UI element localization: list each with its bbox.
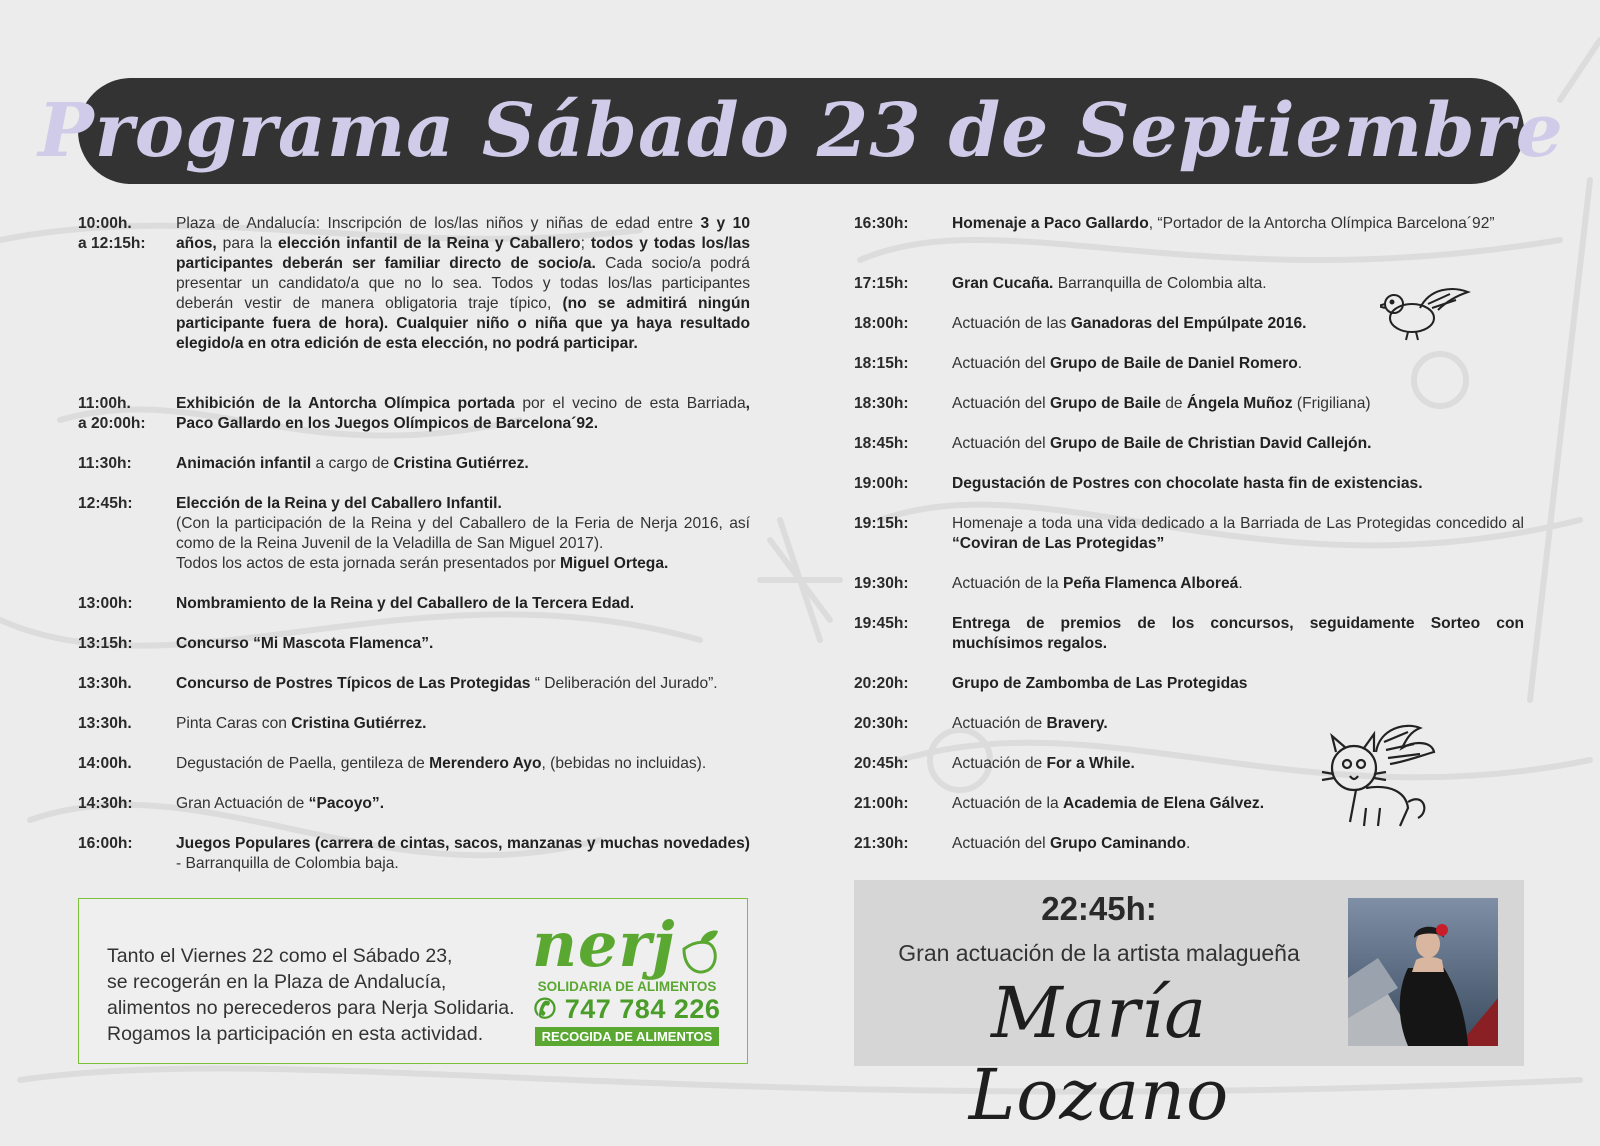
schedule-entry [854, 354, 1524, 374]
description-line [952, 474, 1524, 494]
text: (Frigiliana) [1292, 395, 1371, 412]
entry-description [176, 754, 750, 774]
entry-description [952, 674, 1524, 694]
bold-text: For a While. [1046, 755, 1135, 772]
text: “ Deliberación del Jurado”. [530, 675, 718, 692]
entry-time: 19:00h: [854, 475, 909, 492]
description-line [176, 514, 750, 554]
entry-time: 21:30h: [854, 835, 909, 852]
entry-time: 16:00h: [78, 835, 133, 852]
entry-description [952, 834, 1524, 854]
text: Actuación del [952, 395, 1050, 412]
text: Actuación del [952, 355, 1050, 372]
schedule-entry [78, 454, 750, 474]
description-line [952, 674, 1524, 694]
entry-description [952, 574, 1524, 594]
description-line [952, 754, 1524, 774]
bold-text: Exhibición de la Antorcha Olímpica portada [176, 395, 515, 412]
description-line [176, 594, 750, 614]
text: por el vecino de esta Barriada [514, 395, 746, 412]
bold-text: Concurso de Postres Típicos de Las Protegidas [176, 675, 531, 692]
bold-text: 3 y 10 años, [176, 215, 751, 252]
text: Barranquilla de Colombia alta. [1053, 275, 1267, 292]
entry-time: 13:30h. [78, 675, 132, 692]
text: Degustación de Paella, gentileza de [176, 755, 430, 772]
bold-text: Elección de la Reina y del Caballero Infantil. [176, 495, 502, 512]
entry-time: 13:30h. [78, 715, 132, 732]
bold-text: Cristina Gutiérrez. [393, 455, 529, 472]
description-line [952, 714, 1524, 734]
bold-text: Bravery. [1046, 715, 1108, 732]
bird-drawing-icon [1380, 282, 1472, 342]
entry-description [952, 794, 1524, 814]
bold-text: , Paco Gallardo en los Juegos Olímpicos de Barcelona´92. [176, 395, 750, 432]
bold-text: Cristina Gutiérrez. [291, 715, 427, 732]
schedule-entry [78, 394, 750, 434]
schedule-entry [78, 594, 750, 614]
text: - Barranquilla de Colombia baja. [176, 855, 399, 872]
text: . [1238, 575, 1243, 592]
schedule-entry [854, 674, 1524, 694]
text: ; [580, 235, 591, 252]
text: Homenaje a toda una vida dedicado a la Barriada de Las Protegidas concedido al [952, 515, 1524, 532]
donation-text [107, 943, 527, 1047]
schedule-entry [854, 474, 1524, 494]
entry-description [952, 354, 1524, 374]
schedule-entry [78, 834, 750, 874]
schedule-entry [854, 834, 1524, 854]
entry-description [952, 754, 1524, 774]
bold-text: “Pacoyo”. [308, 795, 385, 812]
entry-time: 20:20h: [854, 675, 909, 692]
nerja-solidaria-logo [527, 908, 727, 1053]
entry-time: 18:00h: [854, 315, 909, 332]
bold-text: Gran Cucaña. [952, 275, 1054, 292]
text: a cargo de [311, 455, 394, 472]
entry-time: 19:15h: [854, 515, 909, 532]
bold-text: Grupo de Baile [1049, 395, 1161, 412]
bold-text: todos y todas los/las participantes deberán ser familiar directo de socio/a. [176, 235, 750, 272]
entry-description [176, 634, 750, 654]
food-donation-box [78, 898, 748, 1064]
bold-text: Merendero Ayo [429, 755, 542, 772]
bold-text: Animación infantil [176, 455, 312, 472]
bold-text: Grupo de Baile de Christian David Callejón. [1049, 435, 1372, 452]
entry-time: 13:00h: [78, 595, 133, 612]
headline-performance-box [854, 880, 1524, 1136]
entry-time: 16:30h: [854, 215, 909, 232]
text: Actuación del [952, 835, 1050, 852]
description-line [952, 394, 1524, 414]
text: de [1160, 395, 1187, 412]
description-line [952, 434, 1524, 454]
description-line [952, 354, 1524, 374]
entry-description [176, 594, 750, 614]
schedule-entry [854, 574, 1524, 594]
schedule-entry [78, 214, 750, 354]
entry-time: 19:30h: [854, 575, 909, 592]
text: para la [216, 235, 278, 252]
description-line [176, 794, 750, 814]
schedule-entry [854, 394, 1524, 414]
entry-time: 18:45h: [854, 435, 909, 452]
bold-text: Peña Flamenca Alboreá [1062, 575, 1239, 592]
text: Gran Actuación de [176, 795, 309, 812]
entry-time: 19:45h: [854, 615, 909, 632]
bold-text: Homenaje a Paco Gallardo [952, 215, 1149, 232]
schedule-entry [854, 614, 1524, 654]
schedule-entry [854, 434, 1524, 454]
entry-description [176, 494, 750, 574]
entry-time: 12:45h: [78, 495, 133, 512]
headline-subtitle: Gran actuación de la artista malagueña [898, 940, 1300, 966]
entry-description [176, 214, 750, 354]
entry-description [952, 514, 1524, 554]
text: , “Portador de la Antorcha Olímpica Barcelona´92” [1148, 215, 1495, 232]
apple-leaf-icon [676, 927, 722, 977]
donation-line: Rogamos la participación en esta actividad. [107, 1023, 484, 1045]
bold-text: “Coviran de Las Protegidas” [952, 535, 1165, 552]
schedule-entry [78, 754, 750, 774]
bold-text: Grupo de Baile de Daniel Romero [1049, 355, 1298, 372]
schedule-entry [78, 634, 750, 654]
text: Actuación de las [952, 315, 1071, 332]
bold-text: Ganadoras del Empúlpate 2016. [1070, 315, 1307, 332]
text: . [1185, 835, 1191, 852]
description-line [952, 614, 1524, 654]
entry-time: 17:15h: [854, 275, 909, 292]
bold-text: Miguel Ortega. [560, 555, 669, 572]
description-line [952, 834, 1524, 854]
text: Actuación de la [952, 795, 1063, 812]
description-line [952, 794, 1524, 814]
bold-text: Ángela Muñoz [1186, 395, 1293, 412]
entry-description [952, 474, 1524, 494]
description-line [176, 494, 750, 514]
description-line [176, 554, 750, 574]
text: Plaza de Andalucía: Inscripción de los/las niños y niñas de edad entre [176, 215, 701, 232]
entry-description [176, 454, 750, 474]
schedule-entry [78, 494, 750, 574]
description-line [952, 214, 1524, 234]
entry-description [176, 794, 750, 814]
description-line [952, 514, 1524, 554]
text: Actuación de [952, 715, 1047, 732]
entry-description [176, 674, 750, 694]
cat-drawing-icon [1320, 722, 1436, 834]
entry-time: 11:00h. a 20:00h: [78, 395, 146, 432]
description-line [176, 454, 750, 474]
entry-time: 10:00h. a 12:15h: [78, 215, 146, 252]
logo-subtitle: SOLIDARIA DE ALIMENTOS [537, 979, 717, 994]
donation-line: se recogerán en la Plaza de Andalucía, [107, 971, 447, 993]
bold-text: Grupo de Zambomba de Las Protegidas [952, 675, 1248, 692]
bold-text: (no se admitirá ningún participante fuera de hora). Cualquier niño o niña que ya haya resultado elegido/a en otra edición de esta elección, no podrá participar. [176, 295, 751, 352]
artist-photo [1348, 898, 1498, 1046]
text: Todos los actos de esta jornada serán presentados por [176, 555, 561, 572]
logo-phone: ✆ 747 784 226 [533, 994, 721, 1024]
bold-text: Nombramiento de la Reina y del Caballero de la Tercera Edad. [176, 595, 635, 612]
entry-description [952, 214, 1524, 234]
entry-description [176, 394, 750, 434]
logo-word: nerj [531, 908, 676, 981]
text: Cada socio/a podrá presentar un candidato/a que no lo sea. Todos y todas los/las participantes deberán vestir de manera obligatoria traje típico, [176, 255, 750, 312]
entry-time: 20:45h: [854, 755, 909, 772]
description-line [952, 574, 1524, 594]
headline-time: 22:45h: [1041, 890, 1157, 927]
bold-text: Degustación de Postres con chocolate hasta fin de existencias. [952, 475, 1423, 492]
bold-text: Concurso “Mi Mascota Flamenca”. [176, 635, 434, 652]
text: , (bebidas no incluidas). [541, 755, 707, 772]
schedule-entry [854, 514, 1524, 554]
text: Pinta Caras con [176, 715, 292, 732]
description-line [176, 394, 750, 434]
description-line [176, 834, 750, 874]
bold-text: Juegos Populares (carrera de cintas, sacos, manzanas y muchas novedades) [176, 835, 750, 852]
entry-description [952, 434, 1524, 454]
description-line [176, 634, 750, 654]
text: Actuación de [952, 755, 1047, 772]
entry-time: 14:00h. [78, 755, 132, 772]
bold-text: Academia de Elena Gálvez. [1062, 795, 1265, 812]
bold-text: Entrega de premios de los concursos, seguidamente Sorteo con muchísimos regalos. [952, 615, 1524, 652]
entry-time: 18:30h: [854, 395, 909, 412]
donation-line: alimentos no perecederos para Nerja Solidaria. [107, 997, 515, 1019]
entry-description [952, 614, 1524, 654]
entry-time: 20:30h: [854, 715, 909, 732]
donation-line: Tanto el Viernes 22 como el Sábado 23, [107, 945, 453, 967]
artist-name: María Lozano [968, 972, 1230, 1136]
entry-time: 21:00h: [854, 795, 909, 812]
entry-time: 14:30h: [78, 795, 133, 812]
entry-description [952, 714, 1524, 734]
schedule-entry [78, 674, 750, 694]
schedule-entry [78, 794, 750, 814]
entry-description [952, 394, 1524, 414]
bold-text: elección infantil de la Reina y Caballero [277, 235, 581, 252]
entry-time: 11:30h: [78, 455, 132, 472]
entry-time: 13:15h: [78, 635, 133, 652]
title-banner [38, 78, 1564, 184]
text: . [1297, 355, 1303, 372]
schedule-entry [854, 214, 1524, 234]
description-line [176, 754, 750, 774]
text: Actuación de la [952, 575, 1063, 592]
text: Actuación del [952, 435, 1050, 452]
description-line [176, 674, 750, 694]
schedule-entry [78, 714, 750, 734]
entry-description [176, 714, 750, 734]
bold-text: Grupo Caminando [1049, 835, 1186, 852]
description-line [176, 714, 750, 734]
entry-description [176, 834, 750, 874]
entry-time: 18:15h: [854, 355, 909, 372]
logo-band: RECOGIDA DE ALIMENTOS [535, 1027, 719, 1046]
description-line [176, 214, 750, 354]
text: (Con la participación de la Reina y del Caballero de la Feria de Nerja 2016, así como de la Reina Juvenil de la Veladilla de San Miguel 2017). [176, 515, 750, 552]
page-title: Programa Sábado 23 de Septiembre [38, 88, 1564, 174]
